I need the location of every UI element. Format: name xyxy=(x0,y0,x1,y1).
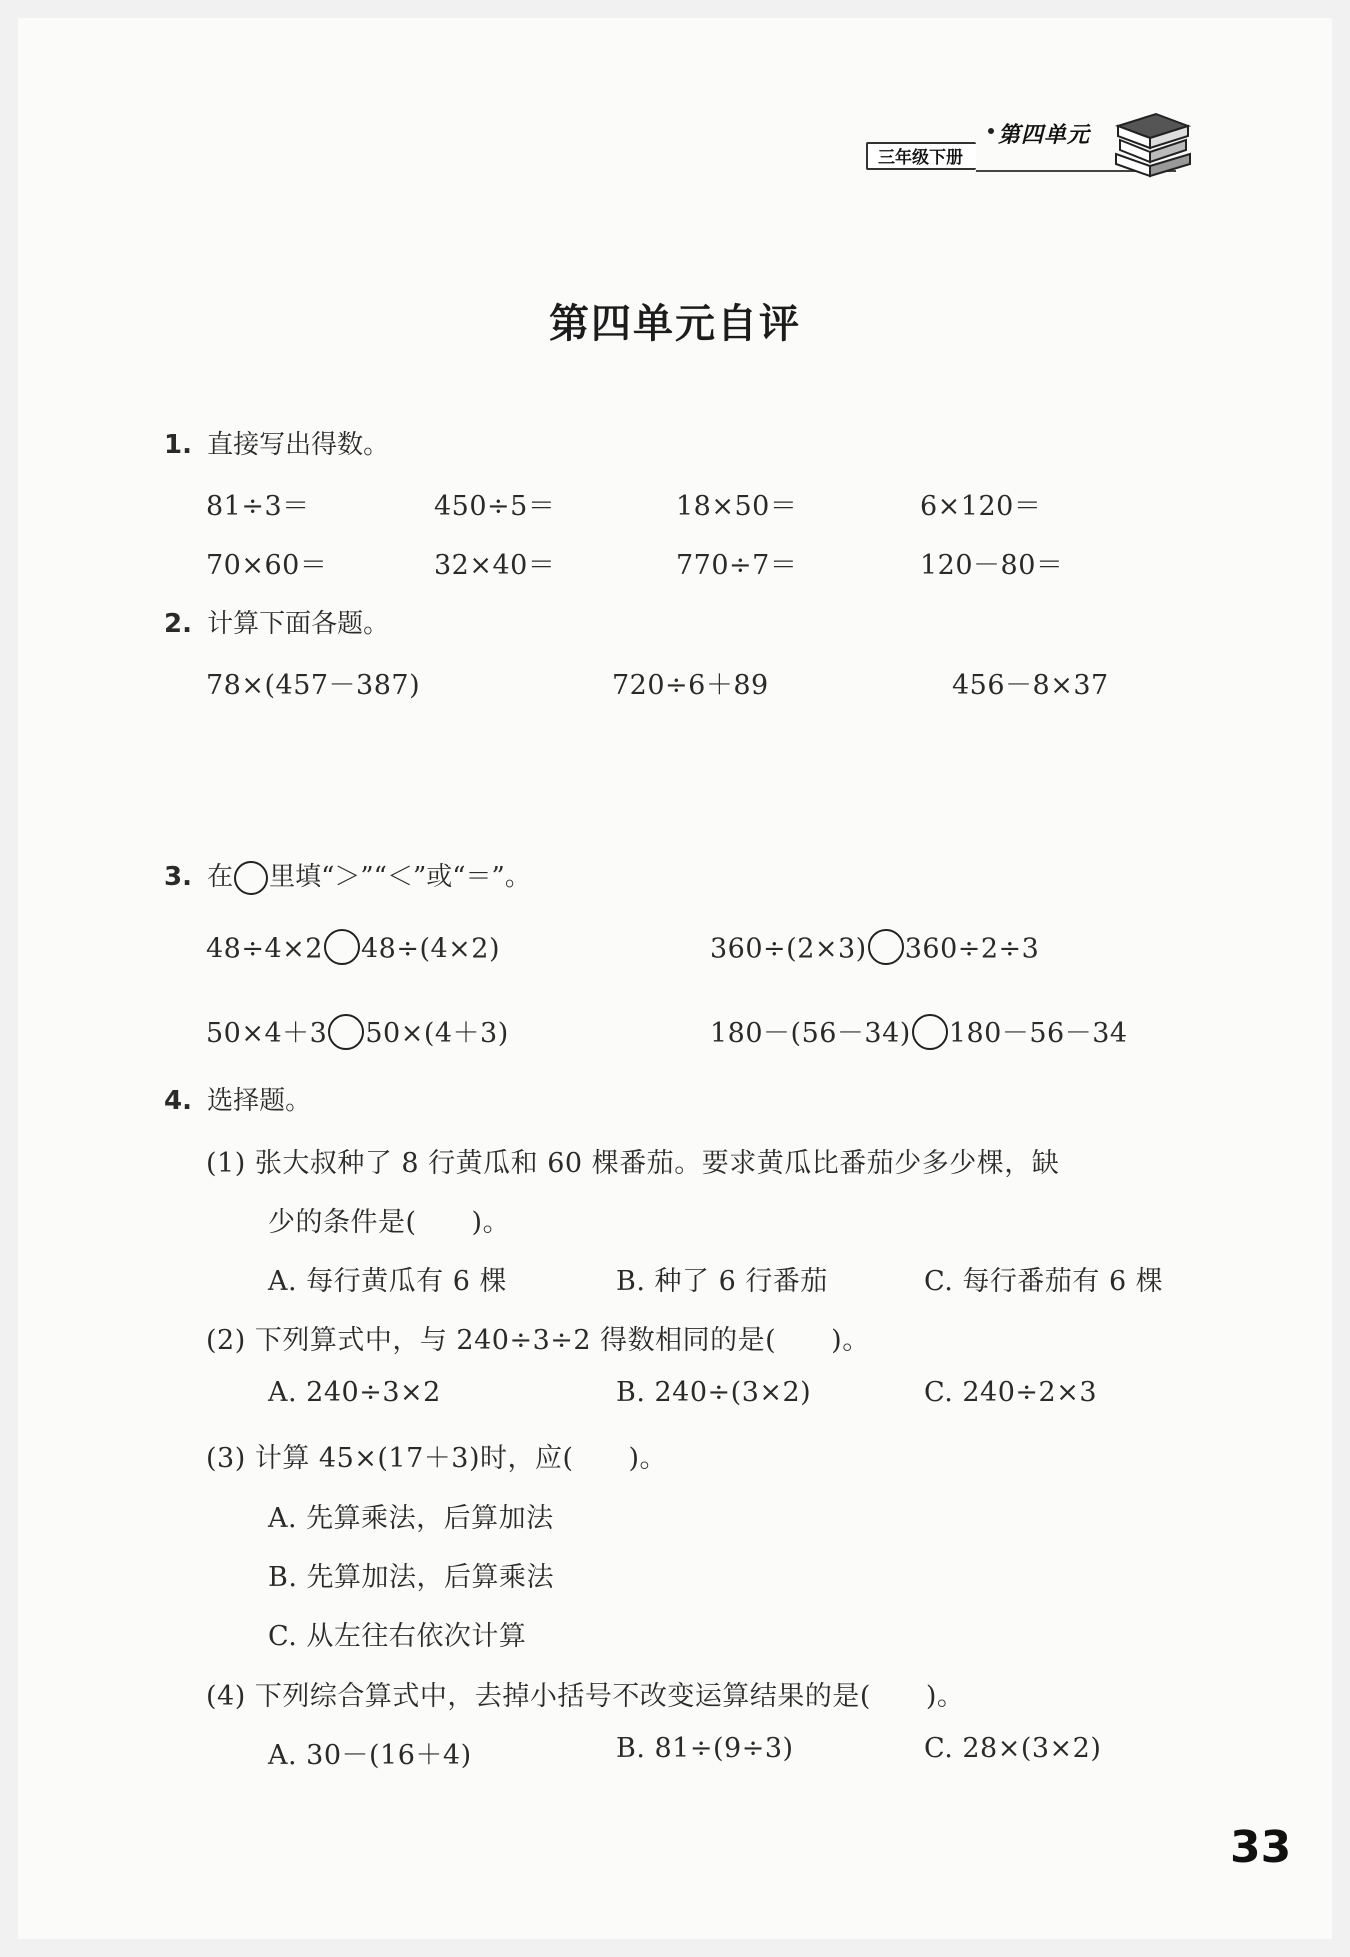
q4-sub1-text: (1) 张大叔种了 8 行黄瓜和 60 棵番茄。要求黄瓜比番茄少多少棵，缺 xyxy=(206,1148,1060,1179)
q4-option[interactable]: A. 每行黄瓜有 6 棵 xyxy=(268,1266,508,1297)
q1-item: 6×120＝ xyxy=(920,491,1042,522)
q3-right: 180－56－34 xyxy=(948,1018,1128,1049)
answer-circle-input[interactable] xyxy=(912,1014,948,1050)
answer-circle-icon xyxy=(234,861,268,895)
q4-option[interactable]: C. 28×(3×2) xyxy=(924,1733,1102,1764)
q3-prompt-pre: 在 xyxy=(207,862,234,892)
q2-item: 78×(457－387) xyxy=(206,670,421,701)
grade-label: 三年级下册 xyxy=(866,142,976,170)
q4-sub2-text: (2) 下列算式中，与 240÷3÷2 得数相同的是( )。 xyxy=(206,1325,870,1356)
q3-left: 48÷4×2 xyxy=(206,933,323,965)
q4-option[interactable]: C. 从左往右依次计算 xyxy=(268,1621,527,1652)
q4-option[interactable]: A. 先算乘法，后算加法 xyxy=(268,1503,554,1534)
q1-item: 450÷5＝ xyxy=(434,491,556,522)
q2-number: 2. xyxy=(164,609,192,639)
q4-option[interactable]: A. 240÷3×2 xyxy=(268,1377,441,1408)
q1-item: 81÷3＝ xyxy=(206,491,310,522)
q4-option[interactable]: C. 每行番茄有 6 棵 xyxy=(924,1266,1164,1297)
q3-right: 48÷(4×2) xyxy=(360,933,500,965)
q3-pair xyxy=(710,932,1039,968)
q1-item: 70×60＝ xyxy=(206,550,328,581)
q3-right: 360÷2÷3 xyxy=(904,933,1040,965)
q3-right: 50×(4＋3) xyxy=(365,1018,509,1049)
q4-prompt: 选择题。 xyxy=(207,1086,312,1116)
q3-heading xyxy=(164,856,531,898)
q4-option[interactable]: C. 240÷2×3 xyxy=(924,1377,1097,1408)
q2-heading xyxy=(164,603,389,640)
page-title: 第四单元自评 xyxy=(549,300,801,347)
q4-option[interactable]: B. 81÷(9÷3) xyxy=(616,1733,794,1764)
answer-circle-input[interactable] xyxy=(868,929,904,965)
unit-label: 第四单元 xyxy=(998,123,1091,148)
q4-heading xyxy=(164,1080,311,1117)
q3-number: 3. xyxy=(164,862,192,892)
header-dot xyxy=(988,128,994,134)
q4-number: 4. xyxy=(164,1086,192,1116)
page-number: 33 xyxy=(1230,1822,1292,1873)
q4-option[interactable]: B. 种了 6 行番茄 xyxy=(616,1266,828,1297)
q2-item: 456－8×37 xyxy=(952,670,1109,701)
q3-left: 180－(56－34) xyxy=(710,1018,911,1049)
q3-pair xyxy=(206,1011,509,1053)
q3-prompt-post: 里填“＞”“＜”或“＝”。 xyxy=(269,862,531,892)
answer-circle-input[interactable] xyxy=(328,1014,364,1050)
q3-left: 50×4＋3 xyxy=(206,1018,328,1049)
q1-prompt: 直接写出得数。 xyxy=(207,430,390,460)
q1-number: 1. xyxy=(164,430,192,460)
q4-option[interactable]: A. 30－(16＋4) xyxy=(268,1740,472,1771)
q3-left: 360÷(2×3) xyxy=(710,933,867,965)
q4-option[interactable]: B. 240÷(3×2) xyxy=(616,1377,812,1408)
q1-heading xyxy=(164,424,389,461)
q3-pair xyxy=(206,932,500,968)
q1-item: 18×50＝ xyxy=(676,491,798,522)
q3-pair xyxy=(710,1011,1128,1053)
q1-item: 120－80＝ xyxy=(920,550,1064,581)
books-icon xyxy=(1112,104,1192,184)
q4-sub3-text: (3) 计算 45×(17＋3)时，应( )。 xyxy=(206,1443,668,1474)
q2-item: 720÷6＋89 xyxy=(612,670,769,701)
q4-sub1-text-cont: 少的条件是( )。 xyxy=(268,1207,511,1238)
q4-sub4-text: (4) 下列综合算式中，去掉小括号不改变运算结果的是( )。 xyxy=(206,1681,965,1712)
q4-option[interactable]: B. 先算加法，后算乘法 xyxy=(268,1562,555,1593)
q1-item: 32×40＝ xyxy=(434,550,556,581)
answer-circle-input[interactable] xyxy=(324,929,360,965)
q1-item: 770÷7＝ xyxy=(676,550,798,581)
q2-prompt: 计算下面各题。 xyxy=(207,609,390,639)
